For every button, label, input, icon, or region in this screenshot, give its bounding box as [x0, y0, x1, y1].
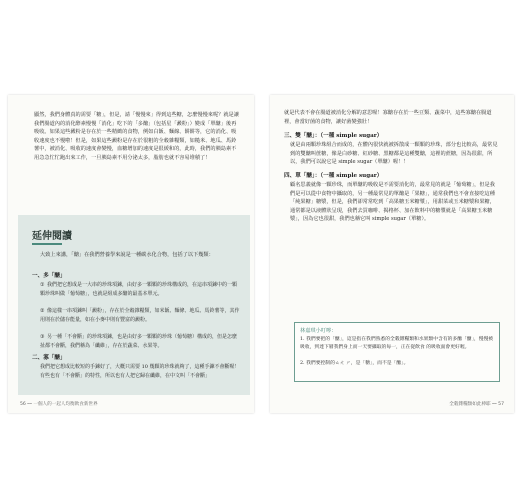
list-item	[40, 307, 240, 324]
item-text: 我們把它想成比較短的手鍊好了，大概只需要 10 幾顆的珍珠就夠了，這種手鍊不會斷喔！有些也有「不會斷」的特性，所以也有人把它歸在纖維，在中文叫「不會斷」	[40, 364, 240, 379]
left-page-footer: 56 ⎯⎯ 一個人的一起人均衡飲食新世界	[20, 402, 98, 407]
right-paragraph-continued: 就是代表不會在腸道被消化分解的意思喔！寡醣存在於一些豆類、蔬菜中，這些寡醣在腸道裡，會當好菌的食物，讓好菌變強壯！	[284, 110, 492, 125]
section-heading-polysaccharide: 一、多「醣」	[32, 273, 66, 279]
item-text: 我們把它想成是一大串的珍珠項鍊，由好多一顆顆的珍珠構成的，在這串項鍊中的一顆顆珍珠叫做「葡萄糖」，也就是組成多醣的最基本單元。	[40, 282, 238, 297]
box-title: 延伸閱讀	[32, 231, 72, 242]
item-number: ③	[40, 334, 45, 340]
heading-monosaccharide: 四、單「醣」：（一種 simple sugar）	[284, 173, 383, 179]
further-reading-box	[18, 215, 250, 395]
item-number: ②	[40, 308, 45, 314]
list-item	[40, 281, 240, 298]
heading-disaccharide: 三、雙「醣」：（一種 simple sugar）	[284, 133, 383, 139]
reminder-box	[294, 322, 500, 382]
box-intro: 大致上來講，「醣」在我們營養學來說是一種碳水化合物，包括了以下幾類：	[40, 252, 214, 258]
reminder-item: 2. 我們要控制的ㄊㄤ ㄕ，是「糖」，而不是「醣」。	[300, 361, 409, 366]
list-item	[40, 333, 240, 350]
item-text: 另一種「不會斷」的珍珠項鍊，也是由好多一顆顆的珍珠（葡萄糖）構成的，但是怎麼扯都不會斷，我們稱為「纖維」，存在於蔬菜、水果等。	[40, 334, 238, 349]
reminder-item: 1. 我們要把的「醣」，這是指在我們熟悉的全穀雜糧類和水果類中含有的多醣「醣」，慢慢被吸收，到達下層我們身上而一天要攝取的每一，正在從飲食 的吸收面會更好喔。	[300, 337, 494, 350]
section-heading-oligosaccharide: 二、寡「醣」	[32, 355, 66, 361]
right-page	[270, 95, 514, 413]
list-item	[40, 363, 240, 380]
item-text: 像這樣一串項鍊叫「澱粉」，存在於全穀雜糧類，如米飯、麵條、地瓜、馬鈴薯等，其作用則在於儲存能量，如在小麥中則有豐富的澱粉。	[40, 308, 240, 323]
title-underline	[32, 243, 62, 245]
left-page	[8, 95, 254, 413]
item-number: ①	[40, 282, 45, 288]
right-page-footer: 全穀雜糧類如此棒耶 ⎯⎯ 57	[449, 402, 504, 407]
monosaccharide-paragraph: 顧名思義就像一顆珍珠，而單醣的吸收是不需要消化的，最常見的就是「葡萄糖」，但是我們是可以從中食物中攝取的，另一種最常見的單醣是「果糖」，通常我們也不會直接吃這種「純果糖」糖漿，但是，我們卻常常吃到「高果糖玉米糖漿」，用甜菜或玉米糖漿和果糖，通常都是以液體狀呈現，我們去買咖啡、揭格杯、加在飲料中的糖漿就是「高果糖玉米糖漿」，因為它也很甜，我們也稱它叫 simple sugar（單糖）。	[290, 182, 495, 223]
reminder-title: 林嘉琪小叮嚀：	[300, 328, 337, 334]
left-paragraph: 顯然，我們身體真的需要「糖」，但是，請「慢慢來」得到這些糖，怎麼慢慢來呢？就是讓我們腸道內的消化酵素慢慢「消化」吃下的「多醣」（包括星「澱粉」）變成「單醣」後再吸收。如果這些澱粉是存在於一些精緻的食物，例如白飯、麵線、餅餅等，它的消化、吸收速度也不慢啦！但是，如果這些澱粉是存在於很粗的全穀雜糧類，如糙米、地瓜、馬鈴薯中，被消化、吸收的速度會變慢，血糖增加的速度是很緩和的，此時，我們的胰島素不用急急忙忙跑出來工作，一旦胰島素不用分泌太多，脂肪也就不容易堆積了！	[34, 112, 239, 161]
disaccharide-paragraph: 就是由兩顆珍珠組合而成的，在體內很快就被拆散成一顆顆的珍珠，部分也比較高，最常見到的雙醣叫蔗糖，像是白砂糖、紅砂糖、黑糖都是這種雙醣，這裡的蔗糖，因為很甜，所以，我們可以說它是 simple sugar（單醣）喔！！	[290, 142, 498, 166]
